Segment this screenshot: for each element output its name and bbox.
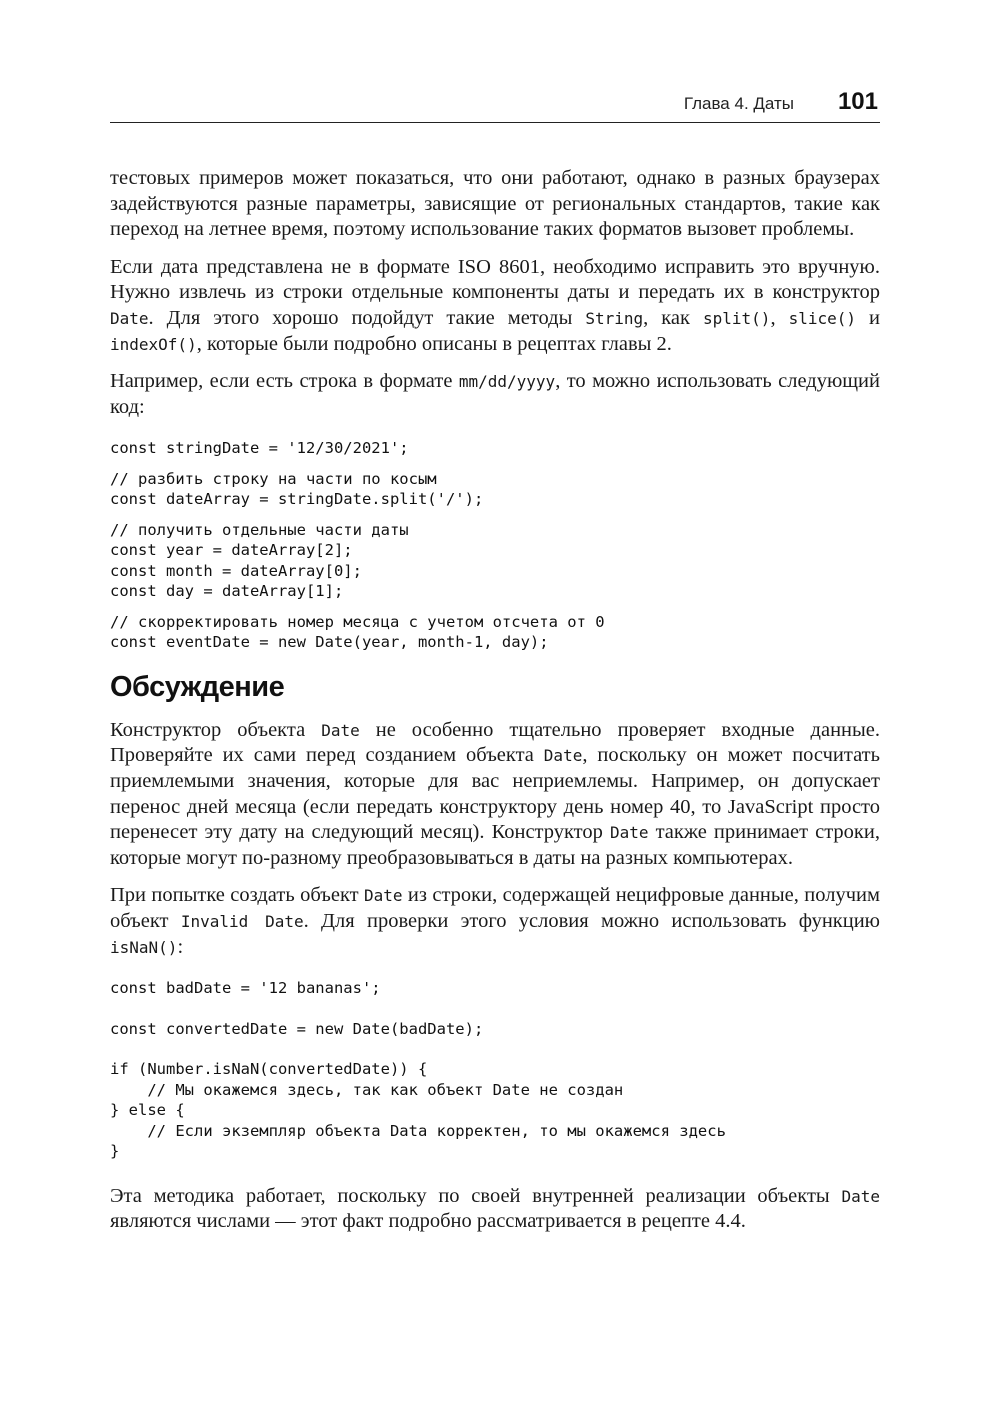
code-block: const convertedDate = new Date(badDate); bbox=[110, 1019, 484, 1038]
inline-code: Invalid Date bbox=[180, 912, 304, 931]
code-listing bbox=[110, 978, 880, 1162]
inline-code: split() bbox=[703, 308, 771, 328]
running-title: Глава 4. Даты bbox=[683, 94, 794, 113]
page-header bbox=[110, 86, 880, 123]
paragraph: Эта методика работает, поскольку по своей внутренней реализации объекты Date являются числами — этот факт подробно рассматривается в рецепте 4.4. bbox=[110, 1184, 880, 1233]
paragraph: Например, если есть строка в формате mm/dd/yyyy, то можно использовать следующий код: bbox=[110, 370, 880, 418]
inline-code: mm/dd/yyyy bbox=[458, 372, 556, 392]
paragraph: Конструктор объекта Date не особенно тщательно проверяет входные данные. Проверяйте их сами перед созданием объекта Date, поскольку он может посчитать приемлемыми значения, которые для вас неприемлемы. Например, он допускает перенос дней месяца (если передать конструктору день номер 40, то JavaScript просто перенесет эту дату на следующий месяц). Конструктор Date также принимает строки, которые могут по-разному преобразовываться в даты на разных компьютерах. bbox=[110, 718, 881, 869]
code-block: // разбить строку на части по косым const dateArray = stringDate.split('/'); bbox=[110, 469, 484, 509]
inline-code: indexOf() bbox=[110, 334, 197, 354]
page-number: 101 bbox=[837, 88, 878, 115]
section-heading: Обсуждение bbox=[110, 670, 285, 703]
page-body bbox=[110, 166, 880, 1247]
inline-code: Date bbox=[363, 886, 403, 906]
code-listing bbox=[110, 438, 880, 653]
inline-code: slice() bbox=[788, 308, 857, 328]
inline-code: Date bbox=[841, 1186, 880, 1206]
paragraph: При попытке создать объект Date из строки, содержащей нецифровые данные, получим объект Invalid Date. Для проверки этого условия можно использовать функцию isNaN(): bbox=[110, 884, 881, 958]
paragraph: Если дата представлена не в формате ISO 8601, необходимо исправить это вручную. Нужно извлечь из строки отдельные компоненты даты и передать их в конструктор Date. Для этого хорошо подойдут такие методы String, как split(), slice() и indexOf(), которые были подробно описаны в рецептах главы 2. bbox=[110, 255, 880, 355]
paragraph: тестовых примеров может показаться, что они работают, однако в разных браузерах задействуются разные параметры, зависящие от региональных стандартов, такие как переход на летнее время, поэтому использование таких форматов вызовет проблемы. bbox=[110, 167, 880, 241]
code-block: const badDate = '12 bananas'; bbox=[110, 979, 381, 998]
inline-code: Date bbox=[321, 720, 360, 740]
inline-code: String bbox=[585, 308, 644, 328]
inline-code: Date bbox=[609, 823, 649, 843]
code-block: // скорректировать номер месяца с учетом отсчета от 0 const eventDate = new Date(year, month-1, day); bbox=[110, 612, 605, 652]
inline-code: Date bbox=[543, 746, 583, 766]
code-block: // получить отдельные части даты const year = dateArray[2]; const month = dateArray[0]; const day = dateArray[1]; bbox=[110, 520, 409, 601]
inline-code: isNaN() bbox=[110, 937, 178, 957]
code-block: const stringDate = '12/30/2021'; bbox=[110, 439, 409, 458]
code-block: if (Number.isNaN(convertedDate)) { // Мы окажемся здесь, так как объект Date не создан } else { // Если экземпляр объекта Data корректен, то мы окажемся здесь } bbox=[110, 1060, 726, 1161]
inline-code: Date bbox=[110, 308, 149, 328]
